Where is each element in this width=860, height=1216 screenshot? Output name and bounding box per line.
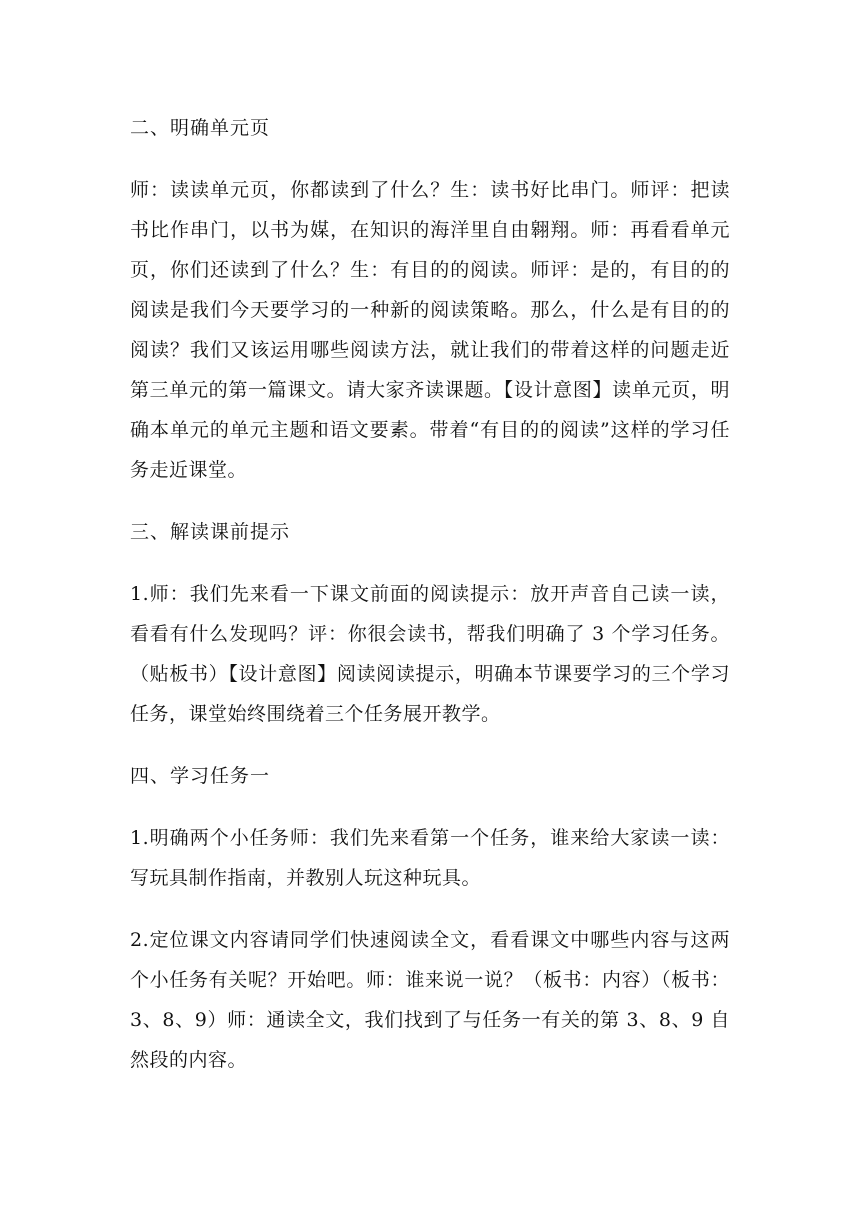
- section-heading-2: 二、明确单元页: [130, 117, 271, 139]
- paragraph-task-one-intro: 1.明确两个小任务师：我们先来看第一个任务，谁来给大家读一读：写玩具制作指南，并教别人玩这种玩具。: [130, 827, 730, 889]
- paragraph-locate-content: 2.定位课文内容请同学们快速阅读全文，看看课文中哪些内容与这两个小任务有关呢？开始吧。师：谁来说一说？（板书：内容）（板书：3、8、9）师：通读全文，我们找到了与任务一有关的第 3、8、9 自然段的内容。: [130, 929, 730, 1071]
- section-heading-4: 四、学习任务一: [130, 765, 271, 787]
- document-body: [130, 108, 730, 1102]
- section-heading-3: 三、解读课前提示: [130, 521, 291, 543]
- paragraph-unit-page: 师：读读单元页，你都读到了什么？生：读书好比串门。师评：把读书比作串门，以书为媒，在知识的海洋里自由翱翔。师：再看看单元页，你们还读到了什么？生：有目的的阅读。师评：是的，有目的的阅读是我们今天要学习的一种新的阅读策略。那么，什么是有目的的阅读？我们又该运用哪些阅读方法，就让我们的带着这样的问题走近第三单元的第一篇课文。请大家齐读课题。【设计意图】读单元页，明确本单元的单元主题和语文要素。带着“有目的的阅读”这样的学习任务走近课堂。: [130, 179, 730, 481]
- paragraph-reading-tips: 1.师：我们先来看一下课文前面的阅读提示：放开声音自己读一读，看看有什么发现吗？评：你很会读书，帮我们明确了 3 个学习任务。（贴板书）【设计意图】阅读阅读提示，明确本节课要学习的三个学习任务，课堂始终围绕着三个任务展开教学。: [130, 583, 730, 725]
